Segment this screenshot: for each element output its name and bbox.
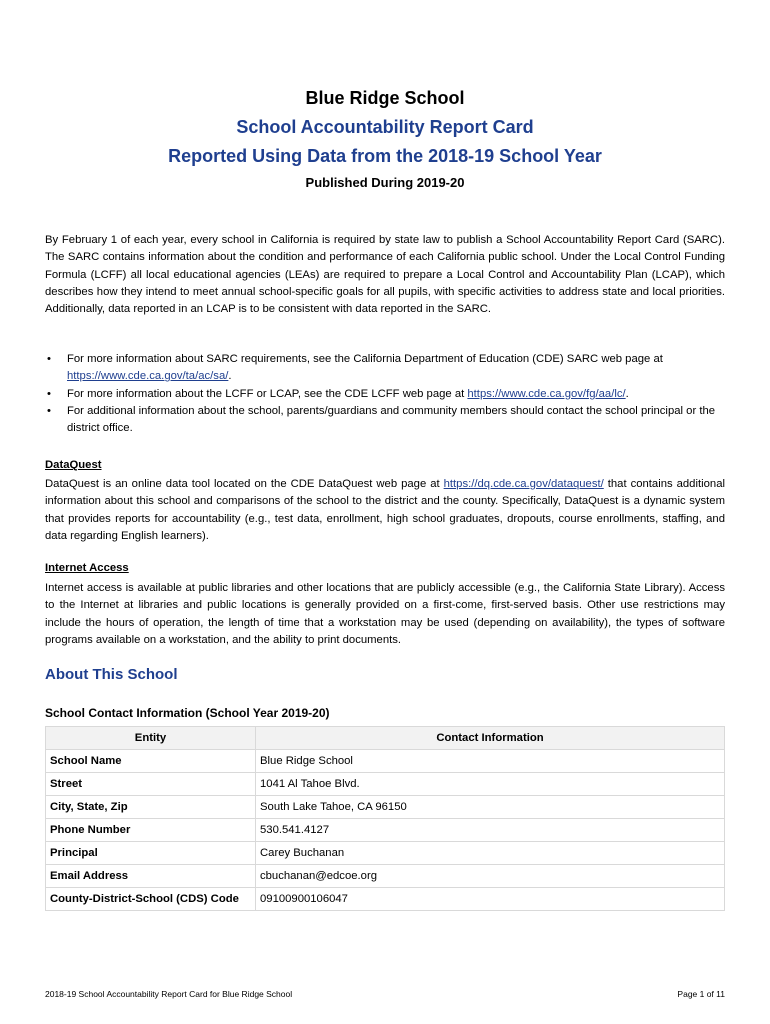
table-row bbox=[46, 796, 725, 819]
lcff-link[interactable]: https://www.cde.ca.gov/fg/aa/lc/ bbox=[467, 387, 626, 400]
sarc-link[interactable]: https://www.cde.ca.gov/ta/ac/sa/ bbox=[67, 370, 229, 383]
column-header-contact: Contact Information bbox=[256, 727, 725, 750]
row-label: Principal bbox=[46, 842, 256, 865]
dataquest-text-before: DataQuest is an online data tool located on the CDE DataQuest web page at bbox=[45, 478, 444, 490]
school-contact-table bbox=[45, 726, 725, 911]
row-label: City, State, Zip bbox=[46, 796, 256, 819]
row-value: 09100900106047 bbox=[256, 888, 725, 911]
bullet-icon: • bbox=[47, 353, 51, 365]
dataquest-text-after: that contains additional information about this school and comparisons of the school to the district and the county. Specifically, DataQuest is a dynamic system that provides reports for accountability (e.g., test data, enrollment, high school graduates, dropouts, course enrollments, staffing, and data regarding English learners). bbox=[45, 478, 725, 542]
bullet-icon: • bbox=[47, 387, 51, 400]
row-value: Blue Ridge School bbox=[256, 750, 725, 773]
data-year-subtitle: Reported Using Data from the 2018-19 School Year bbox=[168, 146, 602, 166]
table-row bbox=[46, 888, 725, 911]
row-value: South Lake Tahoe, CA 96150 bbox=[256, 796, 725, 819]
table-row bbox=[46, 842, 725, 865]
bullet-after: . bbox=[625, 387, 629, 400]
bullet-item-lcff bbox=[45, 386, 725, 403]
table-row bbox=[46, 865, 725, 888]
bullet-item-contact bbox=[45, 403, 725, 438]
row-label: Street bbox=[46, 773, 256, 796]
bullet-icon: • bbox=[47, 404, 51, 417]
internet-access-paragraph: Internet access is available at public libraries and other locations that are publicly accessible (e.g., the California State Library). Access to the Internet at libraries and public locations is generally provided on a first-come, first-served basis. Other use restrictions may include the hours of operation, the length of time that a workstation may be used (depending on availability), the types of software programs available on a workstation, and the ability to print documents. bbox=[45, 582, 725, 646]
table-header-row bbox=[46, 727, 725, 750]
row-label: School Name bbox=[46, 750, 256, 773]
footer-title: 2018-19 School Accountability Report Card for Blue Ridge School bbox=[45, 989, 293, 999]
row-label: Email Address bbox=[46, 865, 256, 888]
table-row bbox=[46, 750, 725, 773]
report-title: School Accountability Report Card bbox=[236, 117, 534, 137]
footer-page-number: Page 1 of 11 bbox=[677, 989, 725, 999]
bullet-text: For more information about SARC requirements, see the California Department of Education (CDE) SARC web page at bbox=[67, 353, 663, 365]
bullet-text: For more information about the LCFF or LCAP, see the CDE LCFF web page at bbox=[67, 387, 468, 400]
row-value: cbuchanan@edcoe.org bbox=[256, 865, 725, 888]
dataquest-link[interactable]: https://dq.cde.ca.gov/dataquest/ bbox=[443, 478, 604, 490]
dataquest-heading: DataQuest bbox=[45, 459, 102, 471]
table-row bbox=[46, 819, 725, 842]
bullet-text: For additional information about the school, parents/guardians and community members should contact the school principal or the district office. bbox=[67, 404, 716, 435]
column-header-entity: Entity bbox=[46, 727, 256, 750]
row-value: 1041 Al Tahoe Blvd. bbox=[256, 773, 725, 796]
row-value: Carey Buchanan bbox=[256, 842, 725, 865]
dataquest-paragraph bbox=[45, 476, 725, 545]
internet-access-heading: Internet Access bbox=[45, 562, 129, 574]
bullet-item-sarc bbox=[45, 351, 725, 386]
school-name-title: Blue Ridge School bbox=[305, 88, 465, 108]
contact-table-caption: School Contact Information (School Year 2019-20) bbox=[45, 706, 330, 720]
row-label: Phone Number bbox=[46, 819, 256, 842]
table-row bbox=[46, 773, 725, 796]
info-bullet-list bbox=[45, 351, 725, 437]
intro-paragraph: By February 1 of each year, every school in California is required by state law to publish a School Accountability Report Card (SARC). The SARC contains information about the condition and performance of each California public school. Under the Local Control Funding Formula (LCFF) all local educational agencies (LEAs) are required to prepare a Local Control and Accountability Plan (LCAP), which describes how they intend to meet annual school-specific goals for all pupils, with specific activities to address state and local priorities. Additionally, data reported in an LCAP is to be consistent with data reported in the SARC. bbox=[45, 234, 725, 316]
about-school-heading: About This School bbox=[45, 666, 178, 683]
row-label: County-District-School (CDS) Code bbox=[46, 888, 256, 911]
published-date: Published During 2019-20 bbox=[305, 175, 465, 190]
bullet-after: . bbox=[228, 370, 232, 383]
row-value: 530.541.4127 bbox=[256, 819, 725, 842]
